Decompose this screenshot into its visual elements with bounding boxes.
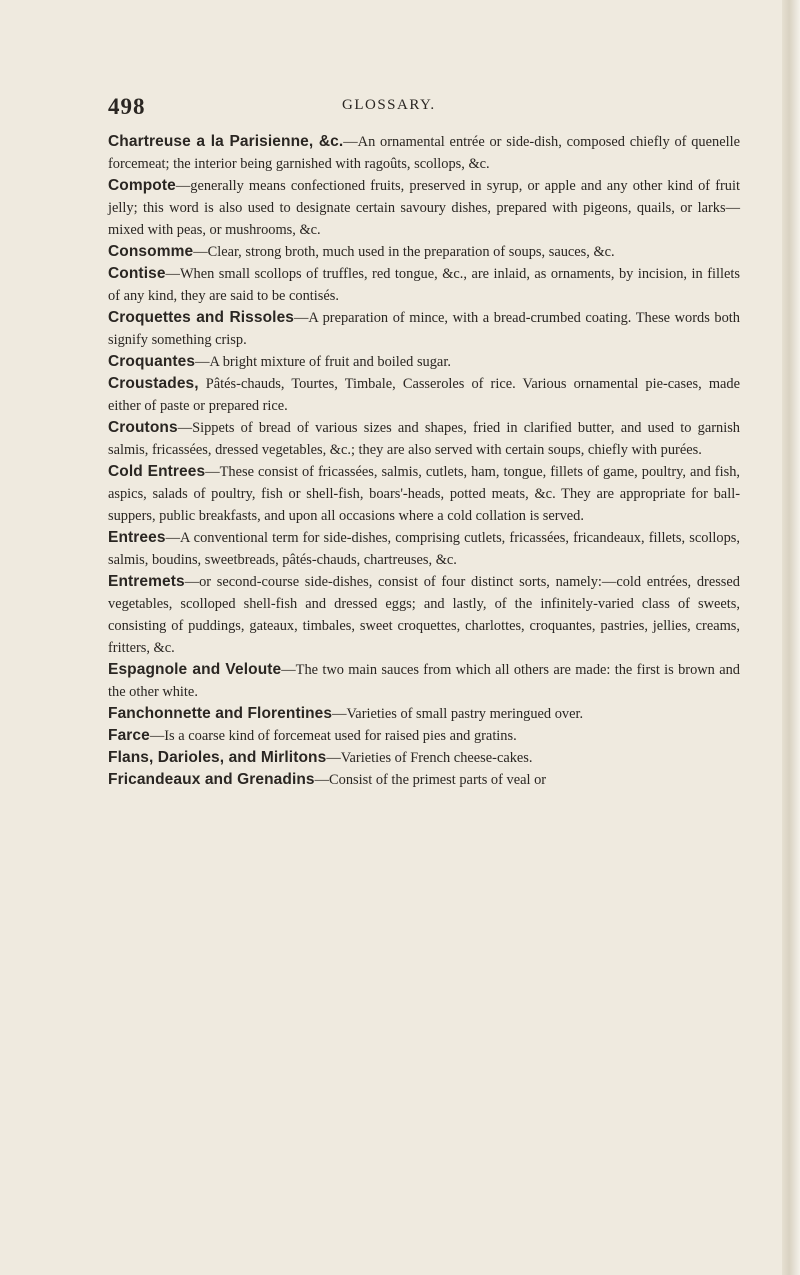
entry-definition: —These consist of fricassées, salmis, cutlets, ham, tongue, fillets of game, poultry, and fish, aspics, salads of poultry, fish or shell-fish, boars'-heads, potted meats, &c. They are appropriate for ball-suppers, public breakfasts, and upon all occasions where a cold collation is served. xyxy=(108,464,740,524)
running-head: GLOSSARY. xyxy=(342,97,436,113)
entry-definition: Pâtés-chauds, Tourtes, Timbale, Casseroles of rice. Various ornamental pie-cases, made either of paste or prepared rice. xyxy=(108,376,740,414)
entry-term: Croquettes and Rissoles xyxy=(108,309,295,326)
entry-term: Chartreuse a la Parisienne, &c. xyxy=(108,133,344,150)
glossary-entry xyxy=(108,461,740,527)
glossary-entry xyxy=(108,527,740,571)
glossary-entry xyxy=(108,351,740,373)
entry-term: Consomme xyxy=(108,243,194,260)
entry-definition: —A conventional term for side-dishes, comprising cutlets, fricassées, fricandeaux, fillets, scollops, salmis, boudins, sweetbreads, pâtés-chauds, chartreuses, &c. xyxy=(108,530,740,568)
entry-definition: —Clear, strong broth, much used in the preparation of soups, sauces, &c. xyxy=(193,244,615,260)
entry-term: Compote xyxy=(108,177,176,194)
page-edge-shadow xyxy=(782,0,800,1275)
entry-term: Croquantes xyxy=(108,353,196,370)
entry-term: Fricandeaux and Grenadins xyxy=(108,771,315,788)
entry-definition: —Is a coarse kind of forcemeat used for raised pies and gratins. xyxy=(149,728,517,744)
glossary-entry xyxy=(108,175,740,241)
entry-definition: —The two main sauces from which all others are made: the first is brown and the other white. xyxy=(108,662,740,700)
entry-definition: —Consist of the primest parts of veal or xyxy=(314,772,547,788)
glossary-entry xyxy=(108,659,740,703)
page-header xyxy=(108,94,728,124)
entry-term: Entrees xyxy=(108,529,166,546)
glossary-entry xyxy=(108,263,740,307)
glossary-entry xyxy=(108,131,740,175)
entry-term: Croustades, xyxy=(108,375,199,392)
glossary-entry xyxy=(108,417,740,461)
page-number: 498 xyxy=(108,94,146,119)
entry-term: Flans, Darioles, and Mirlitons xyxy=(108,749,327,766)
entry-term: Cold Entrees xyxy=(108,463,206,480)
glossary-entry xyxy=(108,373,740,417)
entry-term: Espagnole and Veloute xyxy=(108,661,282,678)
entry-definition: —generally means confectioned fruits, preserved in syrup, or apple and any other kind of fruit jelly; this word is also used to designate certain savoury dishes, prepared with pigeons, quails, or larks—mixed with peas, or mushrooms, &c. xyxy=(108,178,740,238)
entry-term: Fanchonnette and Florentines xyxy=(108,705,333,722)
glossary-entries xyxy=(108,131,740,791)
glossary-entry xyxy=(108,703,740,725)
entry-term: Entremets xyxy=(108,573,185,590)
glossary-entry xyxy=(108,747,740,769)
entry-definition: —or second-course side-dishes, consist of four distinct sorts, namely:—cold entrées, dressed vegetables, scolloped shell-fish and dressed eggs; and lastly, of the infinitely-varied class of sweets, consisting of puddings, gateaux, timbales, sweet croquettes, charlottes, croquantes, pastries, jellies, creams, fritters, &c. xyxy=(108,574,740,656)
glossary-entry xyxy=(108,241,740,263)
glossary-entry xyxy=(108,725,740,747)
entry-definition: —Varieties of French cheese-cakes. xyxy=(326,750,533,766)
entry-definition: —A preparation of mince, with a bread-crumbed coating. These words both signify something crisp. xyxy=(108,310,740,348)
entry-definition: —An ornamental entrée or side-dish, composed chiefly of quenelle forcemeat; the interior being garnished with ragoûts, scollops, &c. xyxy=(108,134,740,172)
entry-definition: —When small scollops of truffles, red tongue, &c., are inlaid, as ornaments, by incision, in fillets of any kind, they are said to be contisés. xyxy=(108,266,740,304)
glossary-entry xyxy=(108,571,740,659)
entry-definition: —Varieties of small pastry meringued over. xyxy=(332,706,584,722)
glossary-entry xyxy=(108,769,740,791)
entry-term: Contise xyxy=(108,265,166,282)
glossary-entry xyxy=(108,307,740,351)
entry-definition: —Sippets of bread of various sizes and shapes, fried in clarified butter, and used to garnish salmis, fricassées, dressed vegetables, &c.; they are also served with certain soups, chiefly with purées. xyxy=(108,420,740,458)
entry-term: Croutons xyxy=(108,419,178,436)
entry-definition: —A bright mixture of fruit and boiled sugar. xyxy=(195,354,451,370)
entry-term: Farce xyxy=(108,727,150,744)
